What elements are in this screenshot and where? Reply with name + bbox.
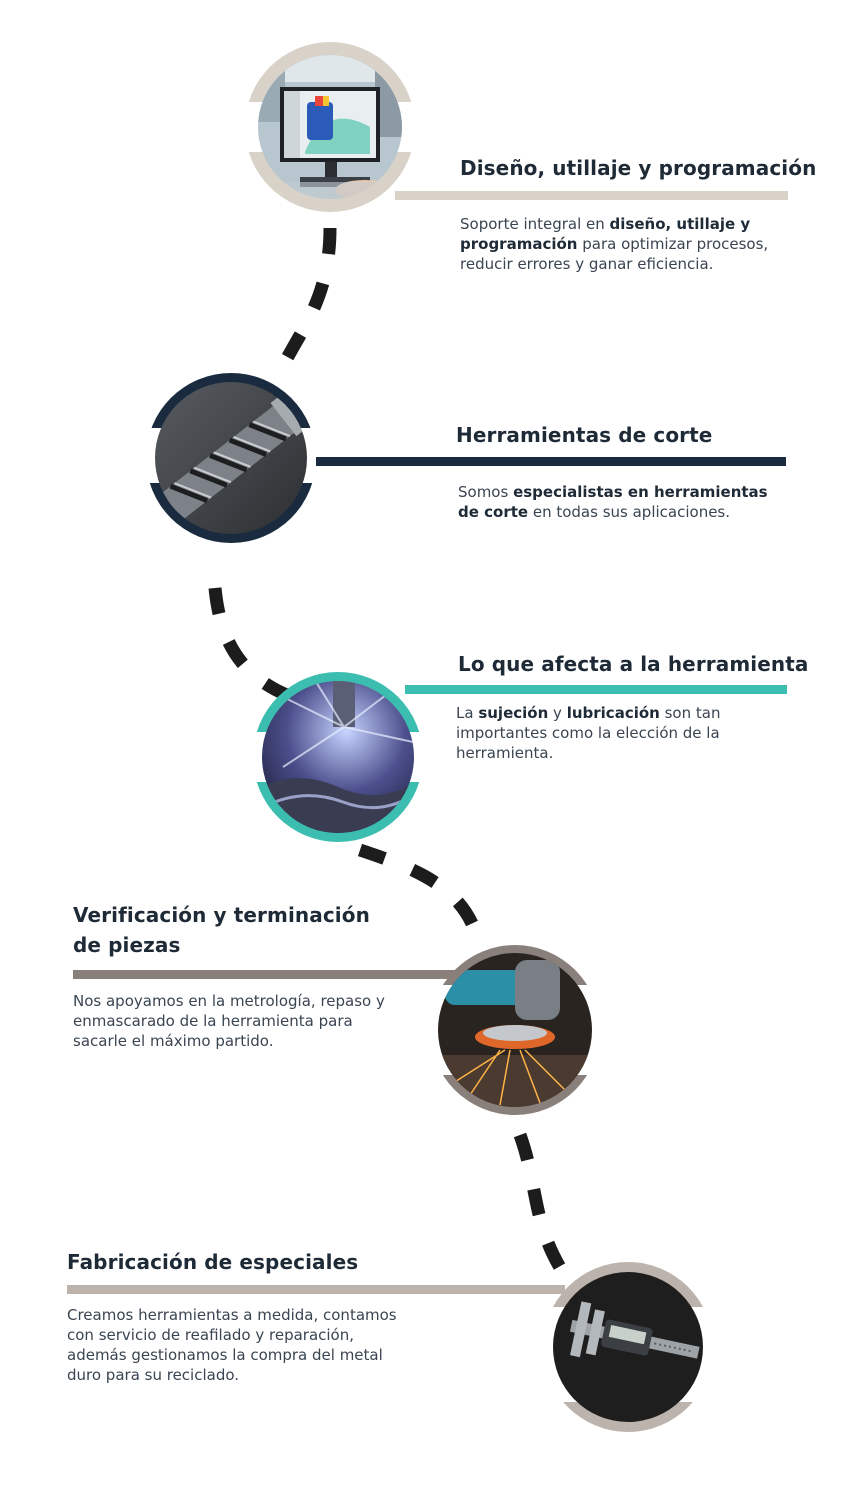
- step1-desc-post: para optimizar procesos, reducir errores y ganar eficiencia.: [460, 235, 769, 273]
- machining-coolant-photo: [253, 672, 423, 842]
- step3-desc-bold: sujeción: [478, 704, 549, 722]
- step1-desc-bold: diseño, utillaje y programación: [460, 215, 751, 253]
- step4-image-circle: [430, 945, 600, 1115]
- caliper-photo: [543, 1262, 713, 1432]
- step2-desc-post: en todas sus aplicaciones.: [528, 503, 731, 521]
- step2-bar: [300, 457, 786, 466]
- step2-description: [458, 482, 788, 522]
- step4-bar: [73, 970, 468, 979]
- step2-title: Herramientas de corte: [456, 423, 713, 447]
- step4-description: Nos apoyamos en la metrología, repaso y enmascarado de la herramienta para sacarle el máximo partido.: [73, 992, 385, 1050]
- cad-workstation-photo: [245, 42, 415, 212]
- step2-desc-pre: Somos: [458, 483, 514, 501]
- step1-desc-pre: Soporte integral en: [460, 215, 610, 233]
- step3-bar: [405, 685, 787, 694]
- step5-title: Fabricación de especiales: [67, 1250, 359, 1274]
- step3-desc-post: son tan importantes como la elección de la herramienta.: [456, 704, 721, 762]
- step3-title: Lo que afecta a la herramienta: [458, 652, 809, 676]
- step4-title: [73, 900, 370, 960]
- step4-title-line2: de piezas: [73, 933, 181, 957]
- step1-image-circle: [245, 42, 415, 212]
- step3-desc-bold2: lubricación: [566, 704, 660, 722]
- step5-image-circle: [543, 1262, 713, 1432]
- step5-description: Creamos herramientas a medida, contamos con servicio de reafilado y reparación, además gestionamos la compra del metal duro para su reciclado.: [67, 1306, 397, 1384]
- step1-title: Diseño, utillaje y programación: [460, 156, 817, 180]
- step4-title-line1: Verificación y terminación: [73, 903, 370, 927]
- step3-image-circle: [253, 672, 423, 842]
- step1-description: [460, 214, 790, 274]
- step2-image-circle: [146, 373, 316, 543]
- step3-desc-mid: y: [548, 704, 567, 722]
- angle-grinder-photo: [430, 945, 600, 1115]
- end-mill-photo: [146, 373, 316, 543]
- step1-bar: [395, 191, 788, 200]
- step2-desc-bold: especialistas en herramientas de corte: [458, 483, 768, 521]
- step5-bar: [67, 1285, 565, 1294]
- step3-desc-pre: La: [456, 704, 479, 722]
- step3-description: [456, 703, 756, 763]
